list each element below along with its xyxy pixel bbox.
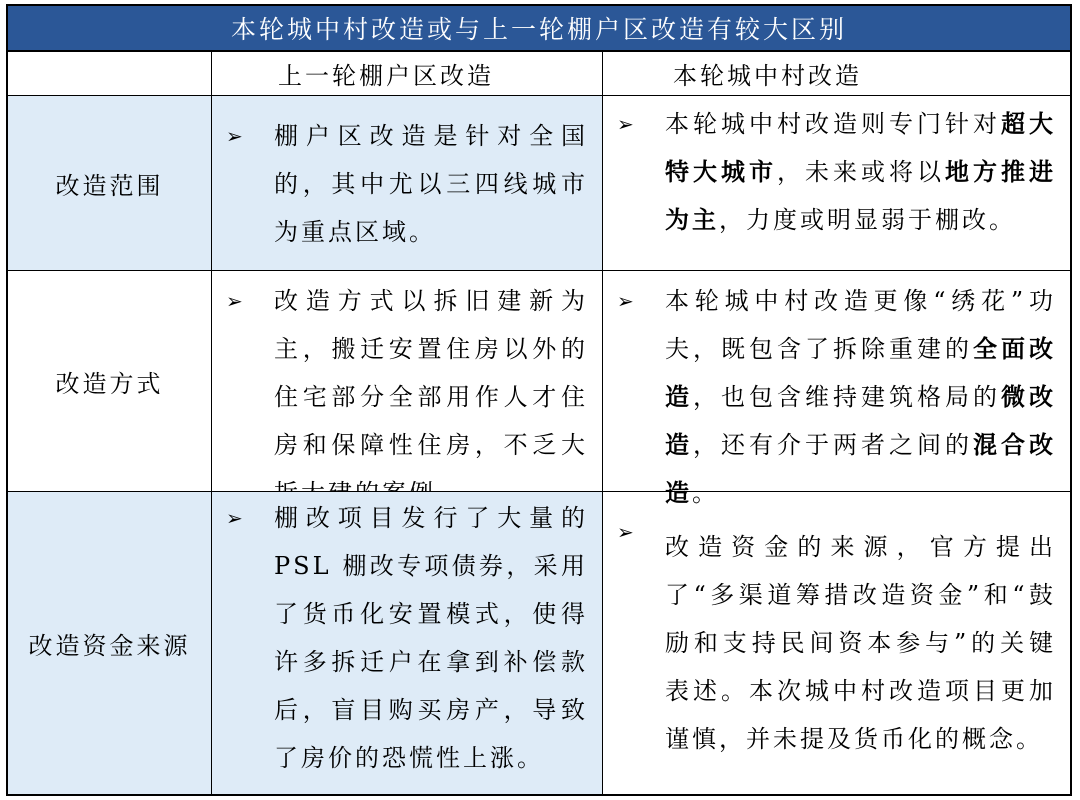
cell-text: 改造资金的来源，官方提出了“多渠道筹措改造资金”和“鼓励和支持民间资本参与”的关键表述。本次城中村改造项目更加谨慎，并未提及货币化的概念。 (665, 533, 1056, 753)
cell-text: 改造方式以拆旧建新为主，搬迁安置住房以外的住宅部分全部用作人才住房和保障性住房，不乏大 (274, 287, 588, 459)
cell-old-method (212, 271, 603, 492)
cell-text: 棚户区改造是针对全国的，其中尤以三四线城市为重点区域。 (274, 122, 588, 246)
cell-old-funding (212, 492, 603, 794)
comparison-table (6, 4, 1072, 796)
header-old-renovation: 上一轮棚户区改造 (212, 52, 603, 96)
cell-new-method (603, 271, 1070, 507)
row-label-funding: 改造资金来源 (8, 492, 212, 794)
arrow-bullet-icon: ➢ (617, 520, 634, 544)
arrow-bullet-icon: ➢ (226, 124, 243, 148)
cell-text: 本轮城中村改造更像“绣花”功夫，既包含了拆除重建的全面改造，也包含维持建筑格局的微改造，还有介于两者之间的混合改造。 (665, 287, 1056, 507)
header-corner-cell (8, 52, 212, 96)
arrow-bullet-icon: ➢ (226, 506, 243, 530)
arrow-bullet-icon: ➢ (226, 289, 243, 313)
table-title: 本轮城中村改造或与上一轮棚户区改造有较大区别 (8, 6, 1070, 52)
cell-new-funding (603, 492, 1070, 794)
cell-text: 棚改项目发行了大量的PSL 棚改专项债券，采用了货币化安置模式，使得许多拆迁户在拿到补偿款后，盲目购买房产，导致了房价的恐慌性上涨。 (274, 504, 588, 772)
row-label-method: 改造方式 (8, 271, 212, 492)
header-new-renovation: 本轮城中村改造 (603, 52, 1070, 96)
cell-text: 本轮城中村改造则专门针对超大特大城市，未来或将以地方推进为主，力度或明显弱于棚改。 (665, 109, 1056, 234)
arrow-bullet-icon: ➢ (617, 289, 634, 313)
arrow-bullet-icon: ➢ (617, 112, 634, 136)
cell-new-scope (603, 96, 1070, 271)
cell-old-scope (212, 96, 603, 271)
row-label-scope: 改造范围 (8, 96, 212, 271)
